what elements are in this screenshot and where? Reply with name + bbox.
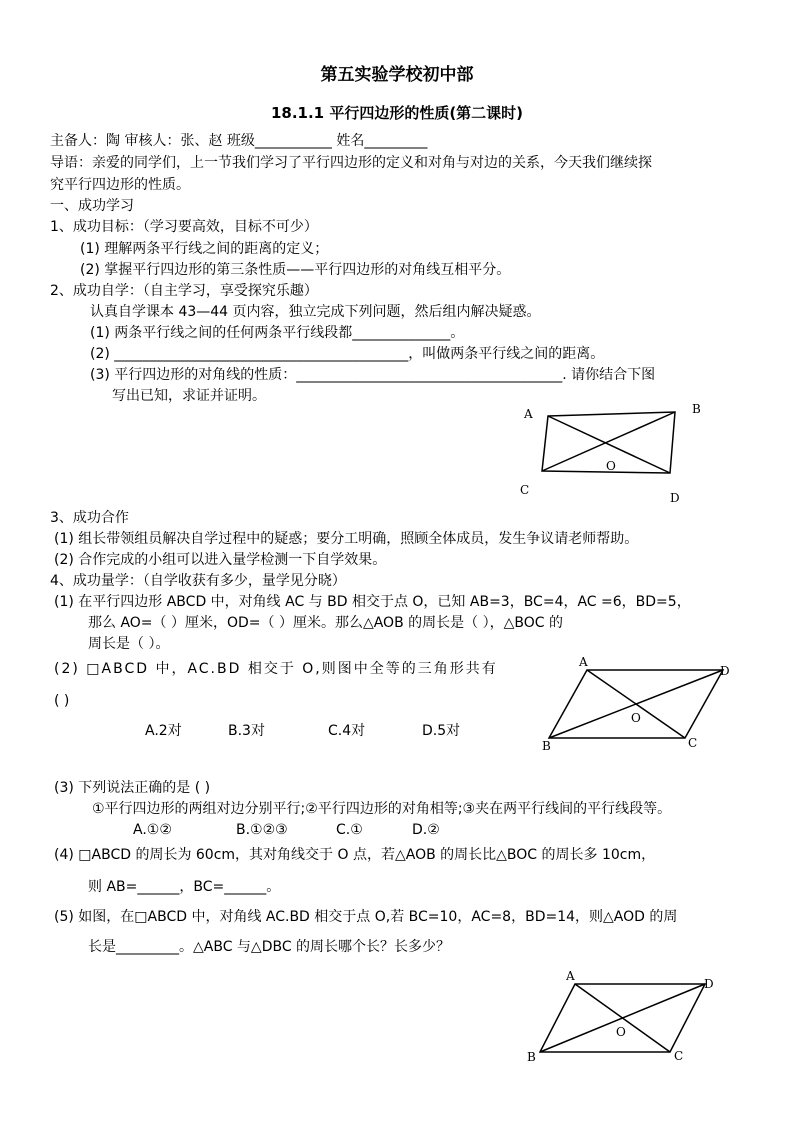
fig1-label-o: O xyxy=(606,459,616,473)
self-study-item-3: (3) 平行四边形的对角线的性质：______________________________________. 请你结合下图 xyxy=(90,367,656,383)
q3-option-b: B.①②③ xyxy=(236,822,288,838)
q1-line-3: 周长是（ ）。 xyxy=(88,636,170,652)
q5-line-2: 长是_________。△ABC 与△DBC 的周长哪个长？长多少？ xyxy=(88,939,451,955)
self-study-heading: 2、成功自学：（自主学习，享受探究乐趣） xyxy=(50,283,318,299)
section1-heading: 一、成功学习 xyxy=(50,198,134,214)
cooperate-item-2: (2) 合作完成的小组可以进入量学检测一下自学效果。 xyxy=(54,552,387,568)
fig3-label-a: A xyxy=(566,969,575,983)
parallelogram-figure-2 xyxy=(535,652,740,757)
q2-option-c: C.4对 xyxy=(328,723,366,739)
q1-line-1: (1) 在平行四边形 ABCD 中，对角线 AC 与 BD 相交于点 O，已知 AB=3，BC=4，AC =6，BD=5， xyxy=(54,594,691,610)
parallelogram-figure-3 xyxy=(520,966,725,1066)
meta-line: 主备人：陶 审核人：张、赵 班级___________ 姓名_________ xyxy=(50,133,428,149)
q2-stem: (2) □ABCD 中，AC.BD 相交于 O,则图中全等的三角形共有 xyxy=(54,661,498,677)
q4-line-2: 则 AB=______，BC=______。 xyxy=(88,879,281,895)
self-study-item-3-cont: 写出已知，求证并证明。 xyxy=(112,388,266,404)
self-study-item-1: (1) 两条平行线之间的任何两条平行线段都______________。 xyxy=(90,325,465,341)
goal-item-2: (2) 掌握平行四边形的第三条性质——平行四边形的对角线互相平分。 xyxy=(80,262,511,278)
fig1-label-a: A xyxy=(524,407,533,421)
q3-option-d: D.② xyxy=(412,822,440,838)
parallelogram-figure-1 xyxy=(510,398,710,508)
lesson-title: 18.1.1 平行四边形的性质(第二课时) xyxy=(270,104,524,122)
q3-option-a: A.①② xyxy=(133,822,172,838)
cooperate-item-1: (1) 组长带领组员解决自学过程中的疑惑；要分工明确，照顾全体成员，发生争议请老师帮助。 xyxy=(54,531,639,547)
fig1-label-b: B xyxy=(692,402,701,416)
school-title: 第五实验学校初中部 xyxy=(320,65,474,85)
intro-line-2: 究平行四边形的性质。 xyxy=(50,177,190,193)
q2-option-d: D.5对 xyxy=(422,723,461,739)
intro-line-1: 导语：亲爱的同学们，上一节我们学习了平行四边形的定义和对角与对边的关系，今天我们继续探 xyxy=(50,155,652,171)
fig3-label-b: B xyxy=(527,1050,536,1064)
q3-option-c: C.① xyxy=(336,822,363,838)
goal-item-1: (1) 理解两条平行线之间的距离的定义； xyxy=(80,241,329,257)
fig3-label-o: O xyxy=(616,1025,626,1039)
q3-stem: (3) 下列说法正确的是 ( ) xyxy=(54,780,211,796)
q2-paren: ( ) xyxy=(54,693,70,709)
goals-heading: 1、成功目标：（学习要高效，目标不可少） xyxy=(50,219,318,235)
q2-option-b: B.3对 xyxy=(228,723,265,739)
self-study-instruction: 认真自学课本 43—44 页内容，独立完成下列问题，然后组内解决疑惑。 xyxy=(90,304,541,320)
fig1-label-c: C xyxy=(520,483,530,497)
fig3-label-c: C xyxy=(674,1049,684,1063)
fig2-label-o: O xyxy=(631,711,641,725)
q4-line-1: (4) □ABCD 的周长为 60cm，其对角线交于 O 点，若△AOB 的周长比△BOC 的周长多 10cm， xyxy=(54,847,656,863)
self-study-item-2: (2) __________________________________________，叫做两条平行线之间的距离。 xyxy=(90,346,605,362)
q3-body: ①平行四边形的两组对边分别平行;②平行四边形的对角相等;③夹在两平行线间的平行线段等。 xyxy=(92,801,672,817)
fig1-label-d: D xyxy=(670,491,680,505)
fig2-label-d: D xyxy=(720,664,730,678)
q5-line-1: (5) 如图，在□ABCD 中，对角线 AC.BD 相交于点 O,若 BC=10，AC=8，BD=14，则△AOD 的周 xyxy=(54,909,678,925)
cooperate-heading: 3、成功合作 xyxy=(50,510,129,526)
q1-line-2: 那么 AO=（ ）厘米，OD=（ ）厘米。那么△AOB 的周长是（ ），△BOC 的 xyxy=(88,615,563,631)
fig2-label-c: C xyxy=(688,736,698,750)
fig2-label-b: B xyxy=(542,739,551,753)
measure-heading: 4、成功量学：（自学收获有多少，量学见分晓） xyxy=(50,573,346,589)
fig3-label-d: D xyxy=(704,977,714,991)
fig2-label-a: A xyxy=(579,655,588,669)
q2-option-a: A.2对 xyxy=(145,723,182,739)
